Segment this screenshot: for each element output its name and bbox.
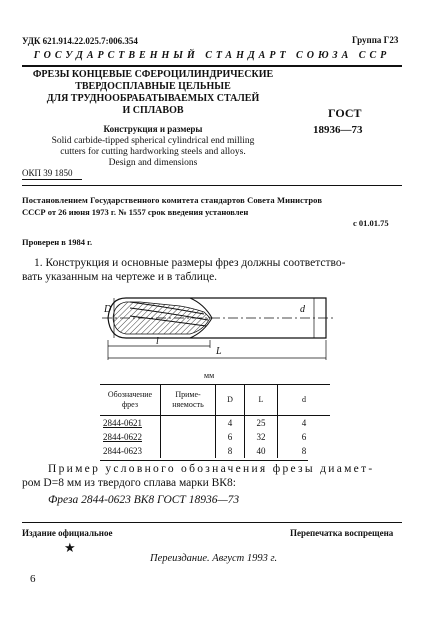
col-header: L xyxy=(245,385,278,416)
table-unit: мм xyxy=(204,371,215,380)
example-line1: Пример условного обозначения фрезы диамет- xyxy=(48,463,375,475)
decree-line2: СССР от 26 июня 1973 г. № 1557 срок введения установлен xyxy=(22,207,249,217)
label-D: D xyxy=(104,304,112,315)
gost-number: 18936—73 xyxy=(313,124,363,136)
group-code: Группа Г23 xyxy=(352,35,399,45)
table-bottom-rule xyxy=(100,460,308,461)
table-header-row xyxy=(100,385,330,416)
okp-code: ОКП 39 1850 xyxy=(22,168,73,178)
reprint-notice: Перепечатка воспрещена xyxy=(290,528,394,538)
page-number: 6 xyxy=(30,573,36,585)
title-en-line: Design and dimensions xyxy=(108,158,198,168)
decree-line1: Постановлением Государственного комитета стандартов Совета Министров xyxy=(22,195,323,205)
label-l: l xyxy=(156,336,159,347)
cell: 6 xyxy=(301,432,307,442)
title-ru xyxy=(22,69,284,117)
header-rule xyxy=(22,65,402,67)
col-header: Обозначение фрез xyxy=(100,385,161,416)
title-en xyxy=(22,136,284,169)
col-header: D xyxy=(216,385,245,416)
example-designation: Фреза 2844-0623 ВК8 ГОСТ 18936—73 xyxy=(48,494,240,506)
cell: 8 xyxy=(216,444,245,458)
clause1-line2: вать указанным на чертеже и в таблице. xyxy=(22,271,218,283)
subtitle-ru: Конструкция и размеры xyxy=(103,124,203,134)
cell: 4 xyxy=(216,416,245,431)
standard-band: ГОСУДАРСТВЕННЫЙ СТАНДАРТ СОЮЗА ССР xyxy=(33,50,391,61)
title-en-line: cutters for cutting hardworking steels and alloys. xyxy=(60,147,246,157)
col-header: d xyxy=(278,385,331,416)
table-row xyxy=(100,430,330,444)
title-rule xyxy=(22,185,402,186)
title-line: ДЛЯ ТРУДНООБРАБАТЫВАЕМЫХ СТАЛЕЙ xyxy=(46,93,260,104)
cell: 8 xyxy=(301,446,307,456)
decree-date: с 01.01.75 xyxy=(353,218,389,228)
label-d: d xyxy=(300,304,305,315)
title-en-line: Solid carbide-tipped spherical cylindrical end milling xyxy=(51,136,255,146)
cell: 32 xyxy=(245,430,278,444)
star-icon: ★ xyxy=(64,540,76,555)
footer-rule xyxy=(22,522,402,523)
title-line: ТВЕРДОСПЛАВНЫЕ ЦЕЛЬНЫЕ xyxy=(75,81,231,92)
table-row xyxy=(100,444,330,458)
title-line: ФРЕЗЫ КОНЦЕВЫЕ СФЕРОЦИЛИНДРИЧЕСКИЕ xyxy=(32,69,274,80)
clause1-line1: 1. Конструкция и основные размеры фрез должны соответство- xyxy=(34,257,346,269)
label-L: L xyxy=(216,346,222,357)
reissue-note: Переиздание. Август 1993 г. xyxy=(150,553,278,564)
checked-year: Проверен в 1984 г. xyxy=(22,237,93,247)
title-line: И СПЛАВОВ xyxy=(122,105,184,116)
cell xyxy=(161,416,216,431)
cell: 4 xyxy=(301,418,307,428)
cell xyxy=(161,430,216,444)
cell: 2844-0621 xyxy=(100,416,161,431)
table-row xyxy=(100,416,330,431)
okp-rule xyxy=(22,179,82,180)
cell: 2844-0623 xyxy=(100,444,161,458)
udc-code: УДК 621.914.22.025.7:006.354 xyxy=(22,36,138,46)
cell xyxy=(161,444,216,458)
cell: 25 xyxy=(245,416,278,431)
cell: 2844-0622 xyxy=(100,430,161,444)
cell: 6 xyxy=(216,430,245,444)
gost-label: ГОСТ xyxy=(328,106,362,120)
official-edition: Издание официальное xyxy=(22,528,113,538)
dimensions-table xyxy=(100,384,330,458)
col-header: Приме- няемость xyxy=(161,385,216,416)
example-line2: ром D=8 мм из твердого сплава марки ВК8: xyxy=(22,477,236,489)
cell: 40 xyxy=(245,444,278,458)
